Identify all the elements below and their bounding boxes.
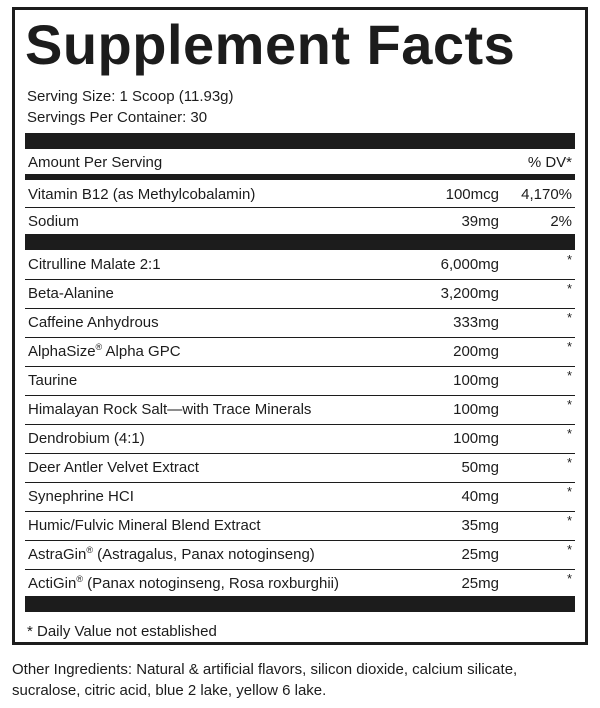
ingredient-amount: 100mg bbox=[453, 401, 499, 418]
ingredient-dv: * bbox=[566, 368, 572, 383]
ingredient-name-detail: (Astragalus, Panax notoginseng) bbox=[93, 546, 315, 563]
nutrient-row bbox=[25, 180, 575, 208]
supplement-facts-panel bbox=[12, 7, 588, 645]
ingredient-dv: * bbox=[566, 281, 572, 296]
ingredient-amount: 35mg bbox=[461, 517, 499, 534]
ingredient-name-text: AlphaSize bbox=[28, 343, 96, 360]
ingredient-name-text: Vitamin B12 (as Methylcobalamin) bbox=[28, 186, 256, 203]
ingredient-dv: * bbox=[566, 310, 572, 325]
ingredient-amount: 6,000mg bbox=[440, 256, 499, 273]
ingredient-name bbox=[28, 256, 161, 273]
ingredient-name bbox=[28, 575, 339, 592]
header-row bbox=[25, 148, 575, 174]
ingredient-name-text: Humic/Fulvic Mineral Blend Extract bbox=[28, 517, 261, 534]
ingredient-dv: * bbox=[566, 426, 572, 441]
ingredient-amount: 333mg bbox=[453, 314, 499, 331]
other-ingredients: Other Ingredients: Natural & artificial flavors, silicon dioxide, calcium silicate, sucralose, citric acid, blue 2 lake, yellow 6 lake. bbox=[12, 661, 518, 699]
ingredient-dv: 4,170% bbox=[521, 186, 572, 203]
footnote: * Daily Value not established bbox=[27, 623, 217, 640]
nutrient-row bbox=[25, 511, 575, 541]
servings-per-container: Servings Per Container: 30 bbox=[27, 109, 208, 126]
ingredient-name-text: Synephrine HCI bbox=[28, 488, 134, 505]
ingredient-name-text: ActiGin bbox=[28, 575, 77, 592]
ingredient-name bbox=[28, 372, 77, 389]
ingredient-amount: 100mcg bbox=[445, 186, 499, 203]
ingredient-name bbox=[28, 459, 199, 476]
nutrient-row bbox=[25, 337, 575, 367]
nutrient-row bbox=[25, 207, 575, 234]
registered-mark: ® bbox=[95, 342, 103, 352]
ingredient-name-text: Taurine bbox=[28, 372, 78, 389]
ingredient-name-text: Caffeine Anhydrous bbox=[28, 314, 159, 331]
nutrient-row bbox=[25, 482, 575, 512]
ingredient-amount: 100mg bbox=[453, 430, 499, 447]
nutrient-row bbox=[25, 366, 575, 396]
ingredient-dv: * bbox=[566, 542, 572, 557]
ingredient-name-text: AstraGin bbox=[28, 546, 87, 563]
dv-header-label: % DV* bbox=[527, 154, 572, 171]
nutrient-row bbox=[25, 395, 575, 425]
ingredient-dv: * bbox=[566, 397, 572, 412]
divider-thick bbox=[25, 596, 575, 612]
ingredient-name bbox=[28, 401, 311, 418]
registered-mark: ® bbox=[86, 545, 93, 555]
ingredient-name-detail: Alpha GPC bbox=[102, 343, 181, 360]
ingredient-name bbox=[28, 285, 114, 302]
serving-size: Serving Size: 1 Scoop (11.93g) bbox=[27, 88, 234, 105]
ingredient-amount: 100mg bbox=[453, 372, 499, 389]
ingredient-dv: * bbox=[566, 484, 572, 499]
ingredient-dv: * bbox=[566, 455, 572, 470]
ingredient-name bbox=[28, 488, 134, 505]
panel-title: Supplement Facts bbox=[25, 13, 516, 76]
ingredient-name-text: Himalayan Rock Salt—with Trace Minerals bbox=[28, 401, 312, 418]
divider-thick bbox=[25, 234, 575, 250]
ingredient-name bbox=[28, 517, 261, 534]
nutrient-row bbox=[25, 308, 575, 338]
ingredient-dv: * bbox=[566, 513, 572, 528]
divider-thick bbox=[25, 133, 575, 149]
nutrient-row bbox=[25, 540, 575, 570]
amount-per-serving-label: Amount Per Serving bbox=[28, 154, 163, 171]
ingredient-name-detail: (Panax notoginseng, Rosa roxburghii) bbox=[83, 575, 339, 592]
ingredient-name-text: Deer Antler Velvet Extract bbox=[28, 459, 199, 476]
ingredient-name bbox=[28, 314, 159, 331]
ingredient-amount: 200mg bbox=[453, 343, 499, 360]
ingredient-dv: * bbox=[566, 339, 572, 354]
ingredient-name-text: Sodium bbox=[28, 213, 79, 230]
ingredient-dv: * bbox=[566, 252, 572, 267]
ingredient-name bbox=[28, 546, 315, 563]
ingredient-amount: 25mg bbox=[461, 546, 499, 563]
ingredient-amount: 25mg bbox=[461, 575, 499, 592]
ingredient-name bbox=[28, 343, 181, 360]
ingredient-name bbox=[28, 430, 145, 447]
nutrient-row bbox=[25, 279, 575, 309]
ingredient-name bbox=[28, 213, 79, 230]
ingredient-amount: 40mg bbox=[461, 488, 499, 505]
registered-mark: ® bbox=[76, 574, 83, 584]
ingredient-name-text: Dendrobium (4:1) bbox=[28, 430, 145, 447]
ingredient-name-text: Citrulline Malate 2:1 bbox=[28, 256, 161, 273]
ingredient-dv: * bbox=[566, 571, 572, 586]
nutrient-row bbox=[25, 250, 575, 280]
ingredient-dv: 2% bbox=[550, 213, 572, 230]
ingredient-amount: 3,200mg bbox=[440, 285, 499, 302]
ingredient-amount: 39mg bbox=[461, 213, 499, 230]
ingredient-amount: 50mg bbox=[461, 459, 499, 476]
nutrient-row bbox=[25, 569, 575, 598]
ingredient-name bbox=[28, 186, 255, 203]
ingredient-name-text: Beta-Alanine bbox=[28, 285, 114, 302]
nutrient-row bbox=[25, 424, 575, 454]
nutrient-row bbox=[25, 453, 575, 483]
